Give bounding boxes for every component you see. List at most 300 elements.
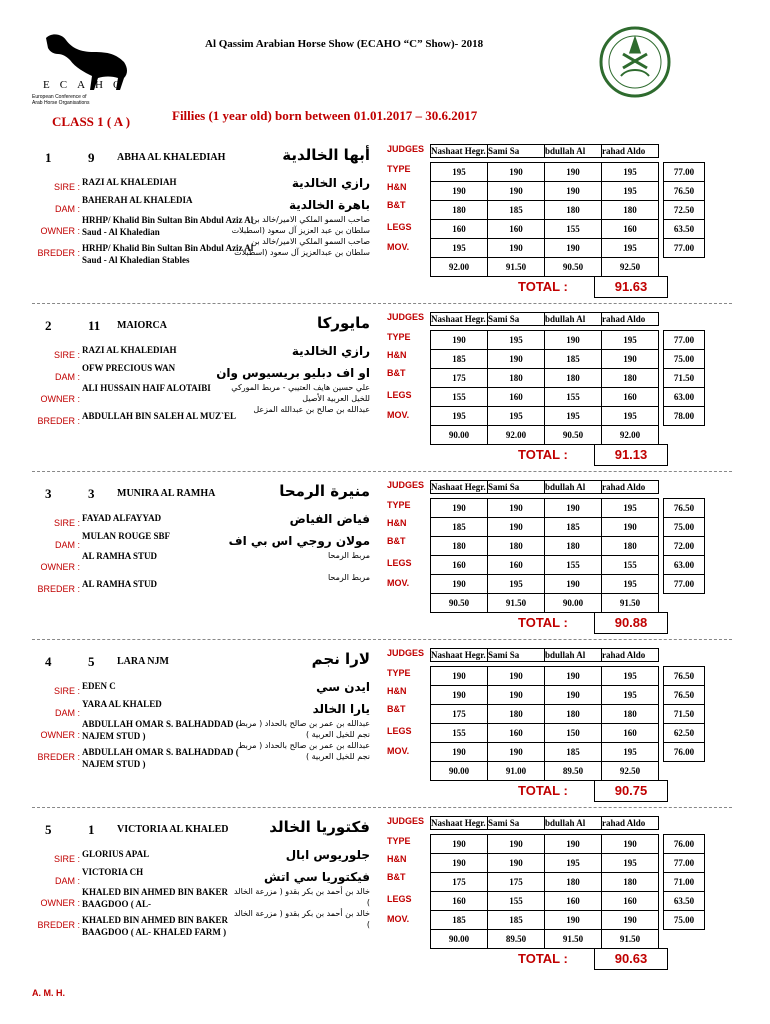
judge-name: rahad Aldo <box>602 817 659 830</box>
total-score: 90.75 <box>594 780 668 802</box>
score-cell: 160 <box>602 724 659 743</box>
dam-label: DAM : <box>54 372 80 382</box>
score-cell: 190 <box>545 239 602 258</box>
sire-label: SIRE : <box>53 518 80 528</box>
judges-header <box>430 480 659 494</box>
breeder-name: AL RAMHA STUD <box>82 579 158 589</box>
score-cell: 195 <box>545 854 602 873</box>
sire-name-arabic: رازي الخالدية <box>291 176 370 190</box>
score-cell: 190 <box>431 331 488 350</box>
horse-name-arabic: لارا نجم <box>311 650 370 668</box>
owner-name-arabic: عبدالله بن عمر بن صالح بالحداد ( مربط نجم للخيل العربية ) <box>238 719 370 739</box>
score-row <box>431 594 659 613</box>
dam-name: YARA AL KHALED <box>82 699 162 709</box>
score-cell: 190 <box>545 667 602 686</box>
breeder-name-arabic: خالد بن أحمد بن بكر بقدو ( مزرعة الخالد ) <box>233 909 370 929</box>
score-cell: 180 <box>488 537 545 556</box>
sire-name: EDEN C <box>82 681 116 691</box>
score-row <box>431 724 659 743</box>
judge-name: rahad Aldo <box>602 481 659 494</box>
judge-name: Nashaat Hegr. <box>431 146 486 156</box>
criterion-hn: H&N <box>387 350 407 360</box>
sire-label: SIRE : <box>53 686 80 696</box>
criterion-legs: LEGS <box>387 894 412 904</box>
score-cell: 195 <box>488 331 545 350</box>
criterion-hn: H&N <box>387 854 407 864</box>
owner-name: KHALED BIN AHMED BIN BAKER BAAGDOO ( AL- <box>82 887 229 909</box>
sire-name: RAZI AL KHALEDIAH <box>82 345 177 355</box>
judges-header <box>430 144 659 158</box>
score-cell: 180 <box>602 705 659 724</box>
average-cell: 71.50 <box>664 705 705 724</box>
breeder-name: HRHP/ Khalid Bin Sultan Bin Abdul Aziz Al Saud - Al Khaledian Stables <box>82 243 254 265</box>
score-cell: 190 <box>431 835 488 854</box>
score-row <box>431 369 659 388</box>
score-cell: 190 <box>602 911 659 930</box>
judge-name: Nashaat Hegr. <box>431 314 486 324</box>
judge-name: Sami Sa <box>488 649 545 662</box>
judge-name: bdullah Al <box>545 313 602 326</box>
score-cell: 195 <box>602 854 659 873</box>
score-row <box>431 239 659 258</box>
score-cell: 155 <box>488 892 545 911</box>
score-cell: 195 <box>488 407 545 426</box>
judges-header <box>430 648 659 662</box>
criterion-hn: H&N <box>387 182 407 192</box>
footer-initials: A. M. H. <box>32 988 65 998</box>
breeder-label: BREDER : <box>37 416 80 426</box>
owner-label: OWNER : <box>40 394 80 404</box>
owner-name-arabic: مربط الرمحا <box>327 551 370 560</box>
score-cell: 90.50 <box>431 594 488 613</box>
score-row <box>431 258 659 277</box>
score-row <box>431 911 659 930</box>
score-row <box>431 201 659 220</box>
score-row <box>431 892 659 911</box>
judge-name: rahad Aldo <box>602 145 659 158</box>
score-cell: 160 <box>545 892 602 911</box>
average-cell: 72.00 <box>664 537 705 556</box>
svg-text:European Conference of: European Conference of <box>32 94 87 100</box>
criterion-mov: MOV. <box>387 746 410 756</box>
breeder-name-arabic: عبدالله بن عمر بن صالح بالحداد ( مربط نجم للخيل العربية ) <box>238 741 370 761</box>
score-cell: 185 <box>431 911 488 930</box>
score-cell: 91.50 <box>602 594 659 613</box>
score-cell: 190 <box>545 575 602 594</box>
sire-name-arabic: ايدن سي <box>316 680 370 694</box>
judge-name: Sami Sa <box>488 145 545 158</box>
show-title: Al Qassim Arabian Horse Show (ECAHO “C” Show)- 2018 <box>205 38 484 50</box>
sire-name: FAYAD ALFAYYAD <box>82 513 162 523</box>
score-row <box>431 182 659 201</box>
score-cell: 155 <box>545 388 602 407</box>
score-cell: 160 <box>431 892 488 911</box>
sire-name-arabic: جلوريوس ابال <box>285 848 370 862</box>
score-cell: 190 <box>488 239 545 258</box>
average-column <box>663 330 705 426</box>
score-cell: 160 <box>488 220 545 239</box>
total-label: TOTAL : <box>518 447 568 462</box>
horse-name: ABHA AL KHALEDIAH <box>117 152 226 163</box>
criterion-type: TYPE <box>387 332 411 342</box>
judge-name: Nashaat Hegr. <box>431 818 486 828</box>
criterion-judges: JUDGES <box>387 480 425 490</box>
average-column <box>663 162 705 258</box>
score-cell: 160 <box>602 388 659 407</box>
owner-label: OWNER : <box>40 562 80 572</box>
criterion-mov: MOV. <box>387 242 410 252</box>
score-cell: 190 <box>545 182 602 201</box>
score-row <box>431 854 659 873</box>
breeder-name-arabic: صاحب السمو الملكي الامير/خالد بن سلطان بن عبدالعزيز آل سعود (اسطبلات <box>234 237 370 257</box>
score-cell: 91.50 <box>488 258 545 277</box>
breeder-name-arabic: عبدالله بن صالح بن عبدالله المزعل <box>253 405 370 414</box>
criterion-mov: MOV. <box>387 914 410 924</box>
criterion-type: TYPE <box>387 164 411 174</box>
score-cell: 195 <box>431 239 488 258</box>
score-row <box>431 743 659 762</box>
entry-rank: 4 <box>45 654 52 669</box>
score-cell: 180 <box>545 537 602 556</box>
breeder-label: BREDER : <box>37 584 80 594</box>
score-cell: 90.50 <box>545 258 602 277</box>
average-cell: 76.00 <box>664 743 705 762</box>
criterion-legs: LEGS <box>387 390 412 400</box>
score-row <box>431 556 659 575</box>
criterion-hn: H&N <box>387 686 407 696</box>
score-cell: 180 <box>431 201 488 220</box>
score-cell: 92.00 <box>431 258 488 277</box>
score-row <box>431 220 659 239</box>
score-cell: 90.50 <box>545 426 602 445</box>
breeder-name: ABDULLAH OMAR S. BALHADDAD ( NAJEM STUD ) <box>82 747 239 769</box>
score-cell: 92.50 <box>602 258 659 277</box>
average-cell: 72.50 <box>664 201 705 220</box>
score-cell: 190 <box>488 835 545 854</box>
average-cell: 77.00 <box>664 575 705 594</box>
entry-number: 5 <box>88 654 95 669</box>
score-cell: 160 <box>488 724 545 743</box>
score-cell: 190 <box>545 911 602 930</box>
breeder-label: BREDER : <box>37 920 80 930</box>
average-cell: 76.50 <box>664 499 705 518</box>
score-cell: 195 <box>545 407 602 426</box>
score-cell: 180 <box>545 873 602 892</box>
score-row <box>431 407 659 426</box>
average-cell: 63.00 <box>664 556 705 575</box>
score-cell: 90.00 <box>545 594 602 613</box>
score-cell: 190 <box>431 667 488 686</box>
judge-name: rahad Aldo <box>602 649 659 662</box>
score-cell: 185 <box>488 201 545 220</box>
owner-name: HRHP/ Khalid Bin Sultan Bin Abdul Aziz Al Saud - Al Khaledian <box>82 215 254 237</box>
average-cell: 71.50 <box>664 369 705 388</box>
score-cell: 180 <box>602 537 659 556</box>
score-cell: 195 <box>602 575 659 594</box>
criterion-bt: B&T <box>387 872 406 882</box>
score-cell: 175 <box>431 369 488 388</box>
score-cell: 175 <box>431 705 488 724</box>
criterion-bt: B&T <box>387 704 406 714</box>
horse-name-arabic: مايوركا <box>317 314 370 332</box>
score-row <box>431 163 659 182</box>
score-cell: 190 <box>488 350 545 369</box>
score-cell: 180 <box>431 537 488 556</box>
score-row <box>431 350 659 369</box>
criterion-judges: JUDGES <box>387 648 425 658</box>
score-row <box>431 686 659 705</box>
score-cell: 190 <box>488 686 545 705</box>
score-row <box>431 705 659 724</box>
horse-name-arabic: منيرة الرمحا <box>279 482 370 500</box>
horse-name: VICTORIA AL KHALED <box>117 824 229 835</box>
average-cell: 77.00 <box>664 854 705 873</box>
criterion-judges: JUDGES <box>387 312 425 322</box>
average-cell: 63.50 <box>664 220 705 239</box>
average-cell: 63.00 <box>664 388 705 407</box>
total-score: 90.63 <box>594 948 668 970</box>
dam-name-arabic: مولان روجي اس بي اف <box>228 534 370 548</box>
judge-name: Nashaat Hegr. <box>431 650 486 660</box>
score-cell: 180 <box>545 201 602 220</box>
judge-name: bdullah Al <box>545 649 602 662</box>
score-row <box>431 575 659 594</box>
score-row <box>431 537 659 556</box>
entry-rank: 3 <box>45 486 52 501</box>
score-row <box>431 835 659 854</box>
score-cell: 190 <box>488 743 545 762</box>
logo-text: ECAHO <box>43 79 131 91</box>
total-label: TOTAL : <box>518 615 568 630</box>
score-cell: 190 <box>545 499 602 518</box>
breeder-name: ABDULLAH BIN SALEH AL MUZ`EL <box>82 411 237 421</box>
score-cell: 160 <box>488 388 545 407</box>
owner-name-arabic: خالد بن أحمد بن بكر بقدو ( مزرعة الخالد ) <box>233 887 370 907</box>
average-cell: 76.50 <box>664 667 705 686</box>
entry-separator <box>32 807 732 808</box>
score-cell: 190 <box>545 163 602 182</box>
score-cell: 195 <box>602 407 659 426</box>
entry-card <box>0 480 770 656</box>
score-cell: 90.00 <box>431 930 488 949</box>
score-cell: 160 <box>431 220 488 239</box>
score-cell: 190 <box>545 686 602 705</box>
score-cell: 195 <box>602 182 659 201</box>
criterion-mov: MOV. <box>387 410 410 420</box>
breeder-label: BREDER : <box>37 752 80 762</box>
average-cell: 76.00 <box>664 835 705 854</box>
criterion-legs: LEGS <box>387 726 412 736</box>
score-cell: 190 <box>431 182 488 201</box>
judge-name: Sami Sa <box>488 817 545 830</box>
score-cell: 195 <box>602 686 659 705</box>
score-cell: 195 <box>602 667 659 686</box>
score-row <box>431 331 659 350</box>
score-cell: 185 <box>545 743 602 762</box>
criterion-hn: H&N <box>387 518 407 528</box>
score-cell: 92.00 <box>602 426 659 445</box>
owner-name: AL RAMHA STUD <box>82 551 158 561</box>
score-cell: 155 <box>431 724 488 743</box>
criterion-legs: LEGS <box>387 222 412 232</box>
svg-text:Arab Horse Organisations: Arab Horse Organisations <box>32 100 90 106</box>
judge-name: bdullah Al <box>545 481 602 494</box>
owner-name: ALI HUSSAIN HAIF ALOTAIBI <box>82 383 211 393</box>
dam-label: DAM : <box>54 204 80 214</box>
score-cell: 175 <box>488 873 545 892</box>
score-table <box>430 834 659 949</box>
judge-name: bdullah Al <box>545 817 602 830</box>
breeder-name: KHALED BIN AHMED BIN BAKER BAAGDOO ( AL- KHALED FARM ) <box>82 915 229 937</box>
judges-header <box>430 312 659 326</box>
score-table <box>430 498 659 613</box>
score-cell: 190 <box>431 686 488 705</box>
score-cell: 195 <box>602 499 659 518</box>
dam-name: BAHERAH AL KHALEDIA <box>82 195 193 205</box>
sire-name-arabic: فياض الفياض <box>289 512 370 526</box>
entry-number: 9 <box>88 150 95 165</box>
score-cell: 190 <box>431 854 488 873</box>
score-cell: 190 <box>488 518 545 537</box>
score-cell: 190 <box>488 163 545 182</box>
total-score: 90.88 <box>594 612 668 634</box>
horse-name: MAIORCA <box>117 320 167 331</box>
score-cell: 195 <box>431 407 488 426</box>
score-cell: 89.50 <box>545 762 602 781</box>
entry-rank: 2 <box>45 318 52 333</box>
score-cell: 195 <box>602 743 659 762</box>
entry-card <box>0 312 770 488</box>
score-cell: 190 <box>431 499 488 518</box>
class-label: CLASS 1 ( A ) <box>52 114 131 129</box>
score-cell: 190 <box>602 835 659 854</box>
criterion-type: TYPE <box>387 500 411 510</box>
owner-label: OWNER : <box>40 730 80 740</box>
entry-number: 1 <box>88 822 95 837</box>
criterion-judges: JUDGES <box>387 816 425 826</box>
dam-name-arabic: يارا الخالد <box>312 702 370 716</box>
entry-separator <box>32 471 732 472</box>
score-row <box>431 873 659 892</box>
sire-label: SIRE : <box>53 854 80 864</box>
entry-rank: 1 <box>45 150 52 165</box>
judge-name: rahad Aldo <box>602 313 659 326</box>
average-column <box>663 498 705 594</box>
average-cell: 75.00 <box>664 518 705 537</box>
average-column <box>663 666 705 762</box>
score-cell: 185 <box>431 350 488 369</box>
average-cell: 77.00 <box>664 331 705 350</box>
horse-name-arabic: فكتوريا الخالد <box>269 818 370 836</box>
score-cell: 195 <box>602 163 659 182</box>
entry-card <box>0 144 770 320</box>
dam-label: DAM : <box>54 708 80 718</box>
score-cell: 92.50 <box>602 762 659 781</box>
score-cell: 190 <box>602 350 659 369</box>
average-cell: 75.00 <box>664 911 705 930</box>
entry-rank: 5 <box>45 822 52 837</box>
average-cell: 63.50 <box>664 892 705 911</box>
criterion-type: TYPE <box>387 668 411 678</box>
criterion-judges: JUDGES <box>387 144 425 154</box>
score-row <box>431 499 659 518</box>
score-cell: 155 <box>545 556 602 575</box>
score-cell: 180 <box>488 705 545 724</box>
score-cell: 91.00 <box>488 762 545 781</box>
dam-name-arabic: فيكتوريا سي اتش <box>264 870 370 884</box>
total-score: 91.13 <box>594 444 668 466</box>
score-cell: 190 <box>545 835 602 854</box>
horse-name: MUNIRA AL RAMHA <box>117 488 216 499</box>
score-cell: 180 <box>545 705 602 724</box>
score-cell: 180 <box>602 201 659 220</box>
score-cell: 190 <box>602 518 659 537</box>
judge-name: Sami Sa <box>488 313 545 326</box>
score-cell: 160 <box>602 892 659 911</box>
dam-name-arabic: او اف دبليو بريسيوس وان <box>216 366 370 380</box>
score-cell: 92.00 <box>488 426 545 445</box>
score-cell: 90.00 <box>431 426 488 445</box>
entry-separator <box>32 639 732 640</box>
sire-name-arabic: رازي الخالدية <box>291 344 370 358</box>
score-cell: 195 <box>431 163 488 182</box>
entry-number: 3 <box>88 486 95 501</box>
average-cell: 71.00 <box>664 873 705 892</box>
score-cell: 190 <box>488 182 545 201</box>
score-cell: 155 <box>602 556 659 575</box>
criterion-legs: LEGS <box>387 558 412 568</box>
dam-label: DAM : <box>54 540 80 550</box>
score-cell: 90.00 <box>431 762 488 781</box>
score-cell: 190 <box>431 743 488 762</box>
score-row <box>431 388 659 407</box>
breeder-name-arabic: مربط الرمحا <box>327 573 370 582</box>
class-description: Fillies (1 year old) born between 01.01.2017 – 30.6.2017 <box>172 108 478 123</box>
owner-name-arabic: صاحب السمو الملكي الامير/خالد بن سلطان بن عبد العزيز آل سعود (اسطبلات <box>231 215 370 235</box>
horse-name-arabic: أبها الخالدية <box>282 146 370 164</box>
score-cell: 180 <box>488 369 545 388</box>
criterion-bt: B&T <box>387 200 406 210</box>
score-cell: 185 <box>431 518 488 537</box>
score-cell: 180 <box>545 369 602 388</box>
score-cell: 180 <box>602 873 659 892</box>
score-cell: 160 <box>431 556 488 575</box>
sire-label: SIRE : <box>53 350 80 360</box>
score-cell: 190 <box>488 667 545 686</box>
score-row <box>431 426 659 445</box>
average-column <box>663 834 705 930</box>
score-row <box>431 762 659 781</box>
score-table <box>430 666 659 781</box>
horse-name: LARA NJM <box>117 656 169 667</box>
judge-name: Nashaat Hegr. <box>431 482 486 492</box>
judges-header <box>430 816 659 830</box>
entry-number: 11 <box>88 318 101 333</box>
dam-name: OFW PRECIOUS WAN <box>82 363 176 373</box>
score-table <box>430 162 659 277</box>
score-cell: 155 <box>545 220 602 239</box>
sire-label: SIRE : <box>53 182 80 192</box>
score-cell: 155 <box>431 388 488 407</box>
score-row <box>431 667 659 686</box>
score-cell: 195 <box>602 239 659 258</box>
score-cell: 89.50 <box>488 930 545 949</box>
average-cell: 77.00 <box>664 163 705 182</box>
score-cell: 160 <box>488 556 545 575</box>
score-cell: 190 <box>488 499 545 518</box>
score-cell: 150 <box>545 724 602 743</box>
average-cell: 75.00 <box>664 350 705 369</box>
